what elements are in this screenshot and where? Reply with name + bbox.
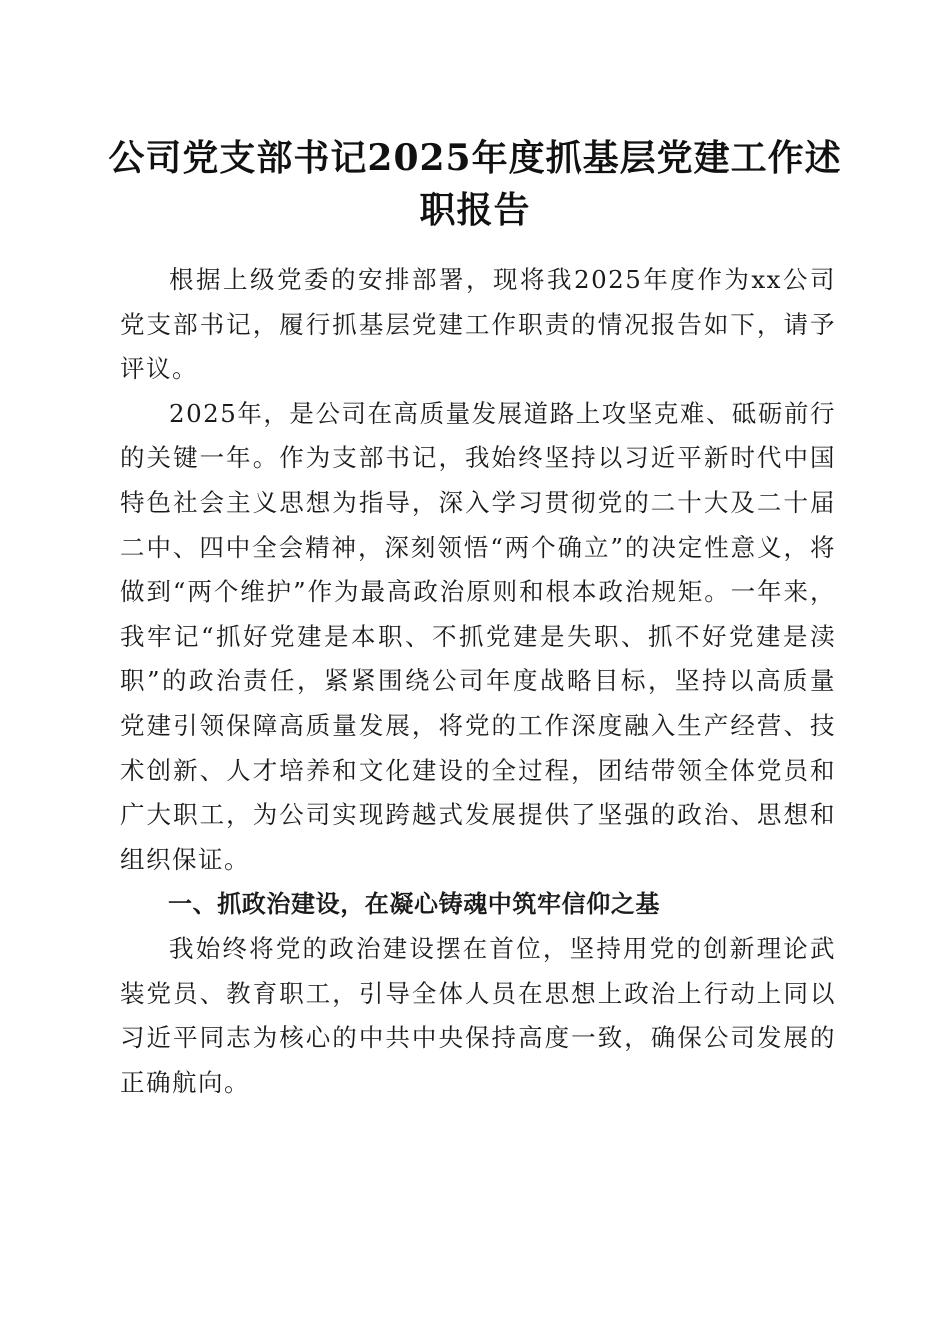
paragraph-intro: 根据上级党委的安排部署，现将我2025年度作为xx公司党支部书记，履行抓基层党建工作职责的情况报告如下，请予评议。	[120, 265, 836, 384]
document-title: 公司党支部书记2025年度抓基层党建工作述职报告	[108, 137, 842, 231]
section-paragraph: 我始终将党的政治建设摆在首位，坚持用党的创新理论武装党员、教育职工，引导全体人员在思想上政治上行动上同以习近平同志为核心的中共中央保持高度一致，确保公司发展的正确航向。	[120, 933, 836, 1097]
section-heading: 一、抓政治建设，在凝心铸魂中筑牢信仰之基	[168, 890, 660, 919]
document-body	[120, 258, 836, 1105]
paragraph-overview: 2025年，是公司在高质量发展道路上攻坚克难、砥砺前行的关键一年。作为支部书记，我始终坚持以习近平新时代中国特色社会主义思想为指导，深入学习贯彻党的二十大及二十届二中、四中全会精神，深刻领悟“两个确立”的决定性意义，将做到“两个维护”作为最高政治原则和根本政治规矩。一年来，我牢记“抓好党建是本职、不抓党建是失职、抓不好党建是渎职”的政治责任，紧紧围绕公司年度战略目标，坚持以高质量党建引领保障高质量发展，将党的工作深度融入生产经营、技术创新、人才培养和文化建设的全过程，团结带领全体党员和广大职工，为公司实现跨越式发展提供了坚强的政治、思想和组织保证。	[120, 398, 836, 874]
